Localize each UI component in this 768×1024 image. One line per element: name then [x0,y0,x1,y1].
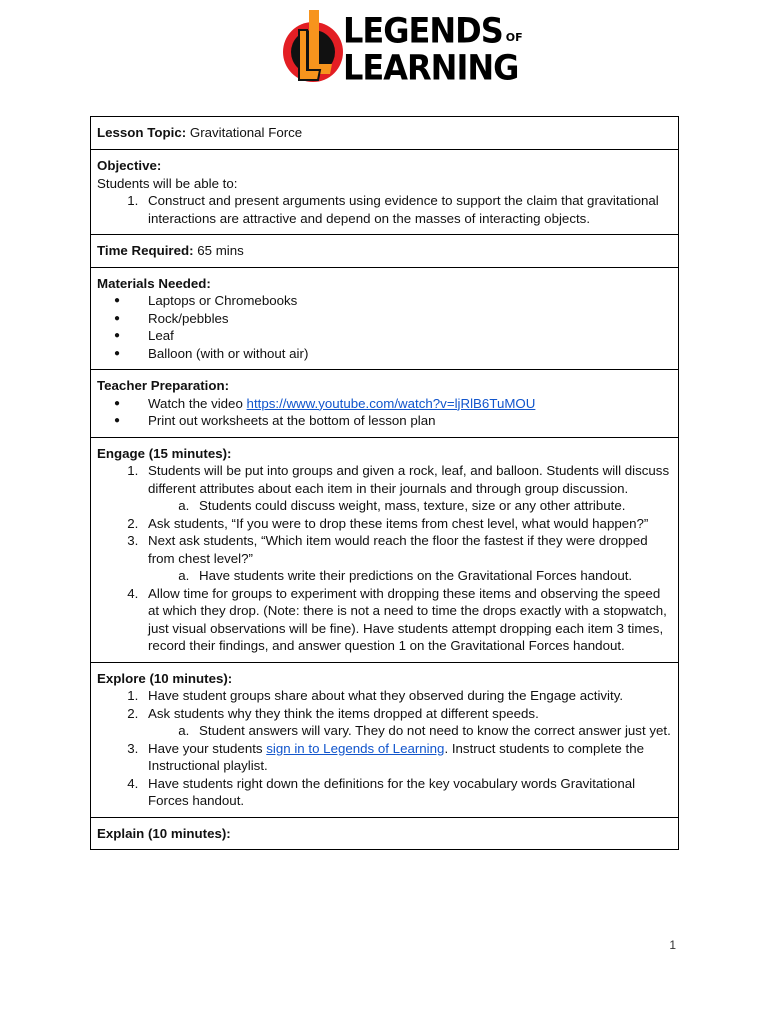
explore-item-text: . Instruct students to complete the Instructional playlist. [148,740,644,773]
engage-item: 4. Allow time for groups to experiment with dropping these items and observing the speed at which they drop. (Note: there is not a need to time the drops exactly with a stopwatch, just visual observations will be fine). Have students attempt dropping each item 3 times, record their findings, and answer question 1 on the Gravitational Forces handout. [142,585,672,655]
time-required-cell [91,235,679,268]
lesson-plan-table [90,116,679,850]
materials-item: ● Laptops or Chromebooks [142,292,672,310]
explore-sublist [148,722,672,740]
video-instruction-text: Watch the video [148,395,247,411]
engage-list [97,462,672,655]
teacher-preparation-item [142,395,672,413]
objective-list [97,192,672,227]
engage-subitem: a. Students could discuss weight, mass, texture, size or any other attribute. [193,497,672,515]
engage-item [142,462,672,515]
engage-item: 2. Ask students, “If you were to drop these items from chest level, what would happen?” [142,515,672,533]
lesson-topic-cell [91,117,679,150]
explore-item [142,740,672,775]
explore-item-text: Ask students why they think the items dropped at different speeds. [148,705,539,721]
explain-cell [91,817,679,850]
objective-label: Objective: [97,158,162,173]
row-teacher-preparation [91,370,679,438]
lesson-topic-value: Gravitational Force [189,125,303,140]
logo-word-of: OF [505,31,523,44]
explore-subitem: a. Student answers will vary. They do not need to know the correct answer just yet. [193,722,672,740]
logo-word-legends: LEGENDS [343,10,503,52]
materials-item: ● Leaf [142,327,672,345]
page-number: 1 [669,938,676,952]
objective-intro: Students will be able to: [97,175,238,191]
youtube-video-link[interactable]: https://www.youtube.com/watch?v=ljRlB6TuMOU [246,395,536,411]
materials-list [97,292,672,362]
explore-item [142,705,672,740]
explore-item-text: Have your students [148,740,267,756]
materials-item: ● Balloon (with or without air) [142,345,672,363]
time-required-value: 65 mins [197,243,244,258]
row-materials [91,267,679,370]
teacher-preparation-list [97,395,672,430]
objective-item: 1. Construct and present arguments using evidence to support the claim that gravitational interactions are attractive and depend on the masses of interacting objects. [142,192,672,227]
logo-word-learning: LEARNING [343,47,519,89]
engage-subitem: a. Have students write their predictions on the Gravitational Forces handout. [193,567,672,585]
row-time-required [91,235,679,268]
engage-sublist [148,497,672,515]
engage-label: Engage (15 minutes): [97,445,232,461]
explore-list [97,687,672,810]
explore-label: Explore (10 minutes): [97,670,233,686]
teacher-preparation-label: Teacher Preparation: [97,378,230,393]
sign-in-link[interactable]: sign in to Legends of Learning [266,740,445,756]
explain-label: Explain (10 minutes): [97,825,231,841]
legends-of-learning-logo [282,8,523,90]
explore-cell [91,662,679,817]
row-lesson-topic [91,117,679,150]
logo-wordmark [343,10,523,89]
teacher-preparation-cell [91,370,679,438]
teacher-preparation-item: ● Print out worksheets at the bottom of lesson plan [142,412,672,430]
engage-item-text: Students will be put into groups and given a rock, leaf, and balloon. Students will discuss different attributes about each item in their journals and through group discussion. [148,463,670,496]
engage-item [142,532,672,585]
materials-cell [91,267,679,370]
time-required-label: Time Required: [97,243,194,258]
logo-emblem-icon [282,8,348,90]
row-explore [91,662,679,817]
objective-cell [91,150,679,235]
explore-item: 1. Have student groups share about what they observed during the Engage activity. [142,687,672,705]
materials-item: ● Rock/pebbles [142,310,672,328]
row-explain [91,817,679,850]
row-objective [91,150,679,235]
engage-item-text: Next ask students, “Which item would reach the floor the fastest if they were dropped from chest level?” [148,533,648,566]
engage-cell [91,437,679,662]
row-engage [91,437,679,662]
engage-sublist [148,567,672,585]
materials-label: Materials Needed: [97,275,211,291]
lesson-topic-label: Lesson Topic: [97,125,187,140]
explore-item: 4. Have students right down the definitions for the key vocabulary words Gravitational Forces handout. [142,775,672,810]
